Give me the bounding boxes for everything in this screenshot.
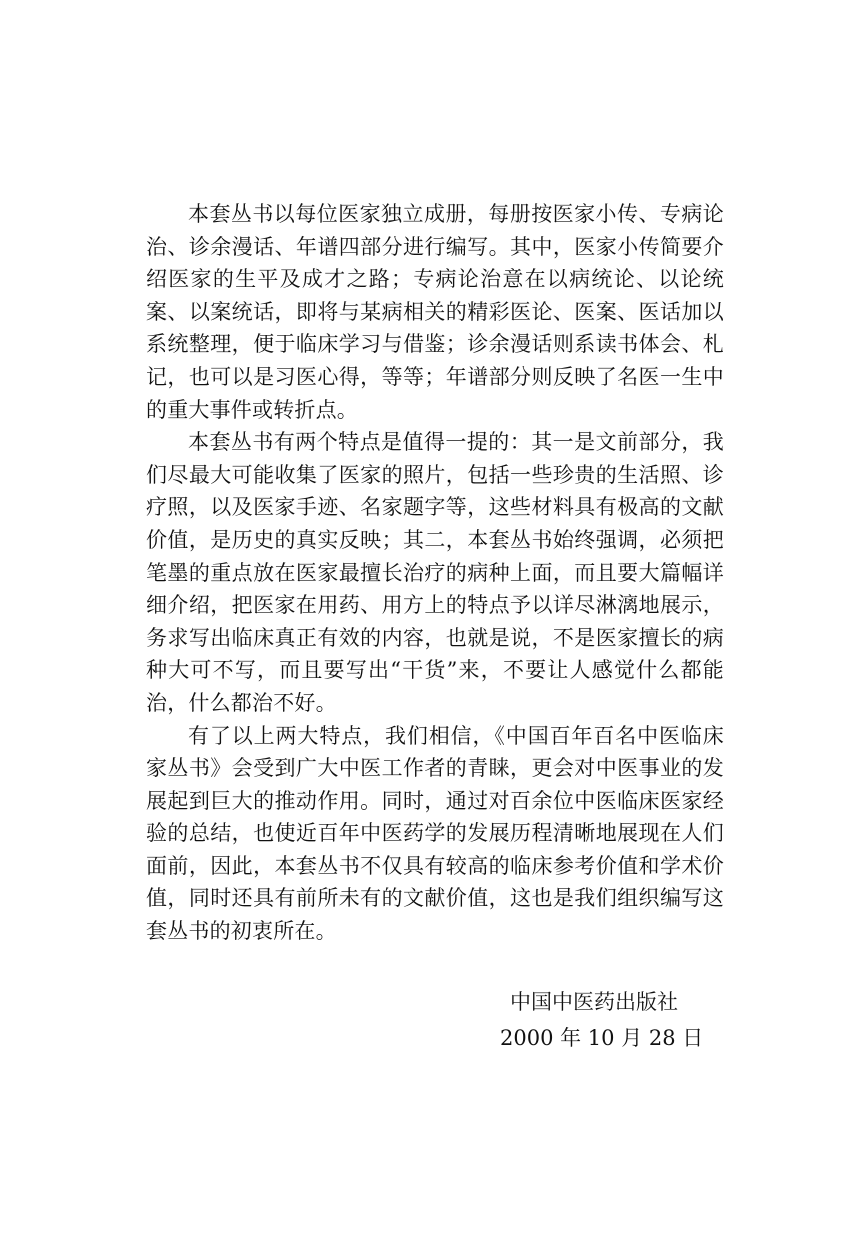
paragraph-1: 本套丛书以每位医家独立成册，每册按医家小传、专病论治、诊余漫话、年谱四部分进行编写。其中，医家小传简要介绍医家的生平及成才之路；专病论治意在以病统论、以论统案、以案统话，即将与某病相关的精彩医论、医案、医话加以系统整理，便于临床学习与借鉴；诊余漫话则系读书体会、札记，也可以是习医心得，等等；年谱部分则反映了名医一生中的重大事件或转折点。 <box>146 202 724 422</box>
publisher-name: 中国中医药出版社 <box>510 990 678 1014</box>
signature-block <box>470 984 720 1056</box>
paragraph-3: 有了以上两大特点，我们相信，《中国百年百名中医临床家丛书》会受到广大中医工作者的青睐，更会对中医事业的发展起到巨大的推动作用。同时，通过对百余位中医临床医家经验的总结，也使近百年中医药学的发展历程清晰地展现在人们面前，因此，本套丛书不仅具有较高的临床参考价值和学术价值，同时还具有前所未有的文献价值，这也是我们组织编写这套丛书的初衷所在。 <box>146 723 724 944</box>
body-text <box>146 198 724 948</box>
signature-date: 2000 年 10 月 28 日 <box>500 1026 704 1050</box>
paragraph-2: 本套丛书有两个特点是值得一提的：其一是文前部分，我们尽最大可能收集了医家的照片，包括一些珍贵的生活照、诊疗照，以及医家手迹、名家题字等，这些材料具有极高的文献价值，是历史的真实反映；其二，本套丛书始终强调，必须把笔墨的重点放在医家最擅长治疗的病种上面，而且要大篇幅详细介绍，把医家在用药、用方上的特点予以详尽淋漓地展示，务求写出临床真正有效的内容，也就是说，不是医家擅长的病种大可不写，而且要写出“干货”来，不要让人感觉什么都能治，什么都治不好。 <box>146 430 724 715</box>
